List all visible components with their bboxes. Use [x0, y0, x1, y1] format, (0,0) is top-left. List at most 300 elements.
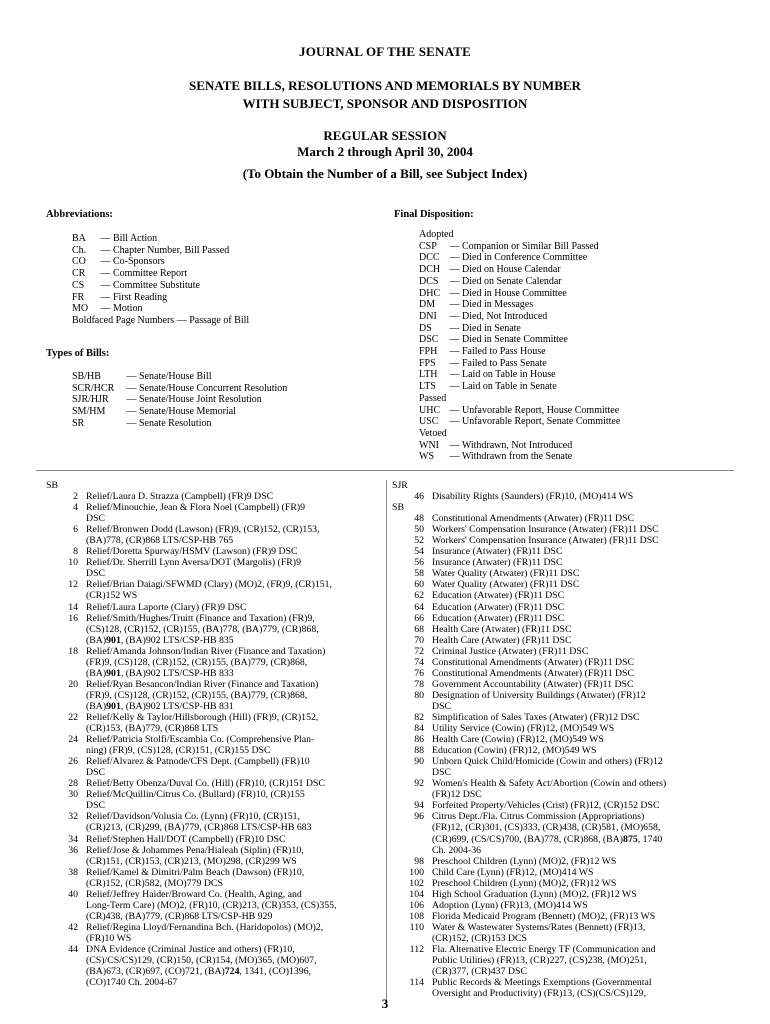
bill-text — [86, 579, 382, 601]
bill-type-row-code: SJR/HJR — [72, 394, 109, 406]
bill-text — [432, 756, 732, 778]
abbreviation-row-desc: — First Reading — [98, 291, 168, 303]
page-number: 3 — [381, 996, 389, 1011]
bill-text — [432, 712, 732, 723]
bill-entry — [46, 867, 382, 889]
bill-number: 26 — [68, 756, 78, 768]
bill-number: 62 — [414, 590, 424, 602]
passage-page-number: 901 — [106, 667, 121, 679]
bill-text-line: ning) (FR)9, (CS)128, (CR)151, (CR)155 DSC — [86, 745, 271, 757]
abbreviation-row-desc: — Motion — [98, 303, 143, 315]
bill-type-row — [72, 371, 287, 383]
bill-entry — [392, 856, 732, 867]
bill-number: 76 — [414, 667, 424, 679]
bill-number: 12 — [68, 579, 78, 591]
bill-number: 36 — [68, 844, 78, 856]
bill-text-line: DSC — [432, 767, 452, 779]
bill-text — [86, 845, 382, 867]
bill-entry — [392, 900, 732, 911]
bill-number: 54 — [414, 546, 424, 558]
bill-entry — [46, 834, 382, 845]
bill-entry — [392, 602, 732, 613]
disposition-row — [419, 334, 620, 346]
bill-text-line: DSC — [86, 513, 106, 525]
bill-text — [432, 856, 732, 867]
bill-entry — [392, 712, 732, 723]
bill-text — [86, 646, 382, 679]
abbreviation-row-desc: — Chapter Number, Bill Passed — [98, 244, 230, 256]
bill-entry — [392, 878, 732, 889]
disposition-row-code: FPS — [419, 357, 436, 369]
bill-text — [86, 834, 382, 845]
index-note: (To Obtain the Number of a Bill, see Subject Index) — [242, 166, 528, 181]
bill-number: 8 — [73, 546, 78, 558]
bill-text — [86, 679, 382, 712]
bill-text-line: Relief/Stephen Hall/DOT (Campbell) (FR)10 DSC — [86, 833, 286, 845]
bill-text-line: Citrus Dept./Fla. Citrus Commission (Appropriations) — [432, 811, 645, 823]
bill-text — [432, 878, 732, 889]
bill-number: 104 — [409, 888, 424, 900]
disposition-row-code: FPH — [419, 346, 438, 358]
disposition-row-code: LTH — [419, 369, 438, 381]
bill-type-row — [72, 418, 287, 430]
bill-text-line: DSC — [432, 700, 452, 712]
bill-text-line: Relief/Smith/Hughes/Truitt (Finance and Taxation) (FR)9, — [86, 612, 315, 624]
bill-entry — [46, 524, 382, 546]
disposition-row-desc: — Withdrawn, Not Introduced — [447, 439, 573, 451]
bill-number: 92 — [414, 778, 424, 790]
disposition-row — [419, 264, 620, 276]
bill-text-line: (CR)699, (CS/CS)700, (BA)778, (CR)868, (BA)875, 1740 — [432, 833, 663, 845]
disposition-row-desc: — Died in Conference Committee — [447, 252, 588, 264]
boldfaced-note: Boldfaced Page Numbers — Passage of Bill — [72, 314, 250, 326]
bill-text-line: Relief/Jeffrey Haider/Broward Co. (Health, Aging, and — [86, 888, 302, 900]
disposition-row — [419, 299, 620, 311]
bill-text — [432, 723, 732, 734]
bill-text-line: Relief/Laura D. Strazza (Campbell) (FR)9 DSC — [86, 491, 274, 503]
bill-entry — [392, 679, 732, 690]
bill-text-line: (FR)12 DSC — [432, 789, 482, 801]
bill-text-line: Relief/Kamel & Dimitri/Palm Beach (Dawson) (FR)10, — [86, 866, 305, 878]
disposition-row-code: WNI — [419, 439, 439, 451]
bill-entry — [392, 524, 732, 535]
bill-text-line: Relief/Minouchie, Jean & Flora Noel (Campbell) (FR)9 — [86, 502, 306, 514]
bill-text — [86, 789, 382, 811]
bill-text — [86, 546, 382, 557]
bill-type-row-desc: — Senate/House Bill — [124, 371, 212, 382]
bill-text — [432, 613, 732, 624]
bill-text — [86, 491, 382, 502]
bill-text — [432, 590, 732, 601]
bill-number: 64 — [414, 601, 424, 613]
bill-text — [432, 668, 732, 679]
bill-text-line: (CR)213, (CR)299, (BA)779, (CR)868 LTS/CSP-HB 683 — [86, 822, 312, 834]
disposition-row-code: DHC — [419, 287, 441, 299]
bill-text — [86, 867, 382, 889]
bill-text-line: Workers' Compensation Insurance (Atwater) (FR)11 DSC — [432, 535, 659, 547]
bill-text-line: Public Records & Meetings Exemptions (Governmental — [432, 977, 652, 989]
bill-text — [432, 646, 732, 657]
bill-number: 50 — [414, 524, 424, 536]
abbreviation-row-code: CO — [72, 256, 86, 268]
bill-entry — [46, 557, 382, 579]
disposition-row-code: DCH — [419, 264, 441, 276]
bill-text — [432, 657, 732, 668]
bill-text-line: Relief/Patricia Stolfi/Escambia Co. (Comprehensive Plan- — [86, 734, 315, 746]
bill-text-line: Health Care (Cowin) (FR)12, (MO)549 WS — [432, 734, 604, 746]
bill-entry — [46, 491, 382, 502]
abbreviation-row-desc: — Committee Report — [98, 268, 188, 280]
bill-text-line: DSC — [86, 568, 106, 580]
disposition-row-desc: — Failed to Pass Senate — [447, 357, 547, 369]
disposition-row — [419, 241, 620, 253]
bill-number: 102 — [409, 877, 424, 889]
bill-number: 6 — [73, 524, 78, 536]
disposition-row-code: DM — [419, 299, 436, 311]
bill-number: 82 — [414, 711, 424, 723]
disposition-row-code: UHC — [419, 404, 441, 416]
bill-number: 68 — [414, 623, 424, 635]
disposition-row — [419, 416, 620, 428]
bill-number: 110 — [409, 921, 424, 933]
abbreviation-row-code: MO — [72, 303, 89, 315]
abbreviation-row — [72, 233, 249, 245]
bill-text-line: (CR)438, (BA)779, (CR)868 LTS/CSP-HB 929 — [86, 910, 273, 922]
bill-text-line: High School Graduation (Lynn) (MO)2, (FR)12 WS — [432, 888, 637, 900]
bill-text — [432, 546, 732, 557]
bill-text-line: Education (Atwater) (FR)11 DSC — [432, 590, 565, 602]
bill-text — [86, 557, 382, 579]
disposition-row — [419, 229, 620, 241]
bill-number: 46 — [414, 491, 424, 503]
bill-text — [86, 778, 382, 789]
bill-number: 30 — [68, 789, 78, 801]
bill-number: 20 — [68, 678, 78, 690]
bill-type-row-code: SCR/HCR — [72, 382, 115, 394]
bill-text — [86, 502, 382, 524]
bill-text-line: Oversight and Productivity) (FR)13, (CS)(CS/CS)129, — [432, 988, 646, 1000]
bill-text — [432, 513, 732, 524]
bill-entry — [46, 845, 382, 867]
bill-number: 42 — [68, 921, 78, 933]
bill-type-row-code: SR — [72, 417, 85, 429]
bill-text — [86, 734, 382, 756]
bill-entry — [46, 778, 382, 789]
disposition-row-code: Vetoed — [419, 427, 447, 439]
disposition-row-desc: — Unfavorable Report, House Committee — [447, 404, 620, 416]
disposition-row-desc: — Died, Not Introduced — [447, 310, 548, 322]
bill-entry — [392, 944, 732, 977]
bill-number: 72 — [414, 645, 424, 657]
disposition-row-code: WS — [419, 451, 434, 463]
bill-text-line: Adoption (Lynn) (FR)13, (MO)414 WS — [432, 899, 588, 911]
bill-number: 88 — [414, 745, 424, 757]
disposition-row — [419, 346, 620, 358]
abbreviation-row — [72, 280, 249, 292]
bill-entry — [46, 579, 382, 601]
subtitle-line-2: WITH SUBJECT, SPONSOR AND DISPOSITION — [242, 96, 528, 111]
bill-number: 74 — [414, 656, 424, 668]
abbreviation-row-desc: — Bill Action — [98, 233, 158, 244]
bill-number: 94 — [414, 800, 424, 812]
bill-text-line: Relief/Laura Laporte (Clary) (FR)9 DSC — [86, 601, 247, 613]
disposition-row-desc: — Laid on Table in Senate — [447, 381, 557, 393]
bill-text-line: Relief/Doretta Spurway/HSMV (Lawson) (FR)9 DSC — [86, 546, 298, 558]
bill-number: 90 — [414, 756, 424, 768]
abbreviation-row — [72, 256, 249, 268]
bill-entry — [392, 535, 732, 546]
bill-entry — [392, 889, 732, 900]
bill-entry — [392, 811, 732, 855]
bill-text-line: (CR)152 WS — [86, 590, 138, 602]
bill-entry — [46, 811, 382, 833]
disposition-row — [419, 323, 620, 335]
passage-page-number: 875 — [623, 833, 638, 845]
bill-text-line: (CO)1740 Ch. 2004-67 — [86, 977, 178, 989]
bill-number: 98 — [414, 855, 424, 867]
bill-text-line: Ch. 2004-36 — [432, 844, 481, 856]
bill-number: 48 — [414, 513, 424, 525]
bill-text-line: Government Accountability (Atwater) (FR)11 DSC — [432, 678, 634, 690]
bill-number: 114 — [409, 977, 424, 989]
bill-number: 34 — [68, 833, 78, 845]
bill-entry — [392, 513, 732, 524]
passage-page-number: 901 — [106, 634, 121, 646]
bill-entry — [392, 657, 732, 668]
bill-number: 70 — [414, 634, 424, 646]
bill-text — [432, 491, 732, 502]
abbreviation-row-code: FR — [72, 291, 85, 303]
disposition-row-desc: — Laid on Table in House — [447, 369, 556, 381]
bill-text-line: (BA)778, (CR)868 LTS/CSP-HB 765 — [86, 535, 234, 547]
disposition-row — [419, 311, 620, 323]
bill-entry — [46, 602, 382, 613]
bill-text-line: Health Care (Atwater) (FR)11 DSC — [432, 634, 572, 646]
disposition-row-desc: — Died in Messages — [447, 299, 534, 311]
bill-entry — [46, 646, 382, 679]
bill-text — [86, 756, 382, 778]
bill-entry — [392, 590, 732, 601]
disposition-row — [419, 428, 620, 440]
bill-text-line: (CS)128, (CR)152, (CR)155, (BA)778, (BA)779, (CR)868, — [86, 623, 319, 635]
bill-text — [86, 524, 382, 546]
disposition-row — [419, 369, 620, 381]
bill-number: 96 — [414, 811, 424, 823]
abbreviations-heading: Abbreviations: — [46, 209, 113, 220]
bill-number: 100 — [409, 866, 424, 878]
abbreviation-row — [72, 303, 249, 315]
bill-text — [86, 944, 382, 988]
bill-text-line: Child Care (Lynn) (FR)12, (MO)414 WS — [432, 866, 594, 878]
abbreviation-row — [72, 268, 249, 280]
disposition-row — [419, 358, 620, 370]
disposition-row-desc: — Unfavorable Report, Senate Committee — [447, 416, 621, 428]
bill-text-line: Public Utilities) (FR)13, (CR)227, (CS)238, (MO)251, — [432, 955, 647, 967]
bill-text-line: Relief/Bronwen Dodd (Lawson) (FR)9, (CR)152, (CR)153, — [86, 524, 320, 536]
bill-type-row — [72, 406, 287, 418]
abbreviation-row-code: Ch. — [72, 244, 87, 256]
bill-text — [432, 811, 732, 855]
bill-text-line: Education (Atwater) (FR)11 DSC — [432, 612, 565, 624]
bill-text-line: (FR)12, (CR)301, (CS)333, (CR)438, (CR)581, (MO)658, — [432, 822, 661, 834]
bill-text-line: (BA)901, (BA)902 LTS/CSP-HB 835 — [86, 634, 234, 646]
disposition-row-desc: — Failed to Pass House — [447, 346, 546, 358]
bill-text — [432, 602, 732, 613]
bill-text-line: Education (Atwater) (FR)11 DSC — [432, 601, 565, 613]
bill-entry — [392, 922, 732, 944]
bill-text-line: Relief/Dr. Sherrill Lynn Aversa/DOT (Margolis) (FR)9 — [86, 557, 301, 569]
abbreviation-row-code: CR — [72, 268, 86, 280]
disposition-row-desc: — Died in Senate Committee — [447, 334, 568, 346]
bill-text-line: DSC — [86, 767, 106, 779]
bill-entry — [46, 922, 382, 944]
bill-number: 58 — [414, 568, 424, 580]
bill-text — [432, 911, 732, 922]
bill-text — [86, 602, 382, 613]
bill-text — [432, 524, 732, 535]
disposition-row — [419, 451, 620, 463]
bill-text-line: Relief/Amanda Johnson/Indian River (Finance and Taxation) — [86, 645, 326, 657]
bill-text-line: (CS)/CS/CS)129, (CR)150, (CR)154, (MO)365, (MO)607, — [86, 955, 317, 967]
bill-entry — [46, 944, 382, 988]
bill-type-row-desc: — Senate Resolution — [124, 417, 212, 429]
bill-type-row-desc: — Senate/House Memorial — [124, 406, 236, 418]
bill-text-line: Constitutional Amendments (Atwater) (FR)11 DSC — [432, 656, 635, 668]
disposition-row — [419, 381, 620, 393]
bill-type-row-desc: — Senate/House Joint Resolution — [124, 394, 262, 406]
abbreviation-row-desc: — Committee Substitute — [98, 279, 200, 291]
bill-number: 106 — [409, 899, 424, 911]
bill-number: 112 — [409, 943, 424, 955]
bill-text-line: (CR)152, (CR)153 DCS — [432, 932, 527, 944]
disposition-row-code: DSC — [419, 334, 439, 346]
bill-text-line: Unborn Quick Child/Homicide (Cowin and others) (FR)12 — [432, 756, 663, 768]
bill-text — [432, 635, 732, 646]
bill-text — [432, 867, 732, 878]
bill-entry — [392, 568, 732, 579]
page-title: JOURNAL OF THE SENATE — [299, 44, 471, 59]
bill-entry — [392, 911, 732, 922]
bill-text-line: Education (Cowin) (FR)12, (MO)549 WS — [432, 745, 597, 757]
bill-text — [86, 811, 382, 833]
final-disposition-list — [419, 229, 620, 463]
bill-text-line: Relief/Brian Daiagi/SFWMD (Clary) (MO)2, (FR)9, (CR)151, — [86, 579, 332, 591]
bill-entry — [46, 789, 382, 811]
bill-number: 16 — [68, 612, 78, 624]
bill-text-line: DNA Evidence (Criminal Justice and others) (FR)10, — [86, 943, 295, 955]
bill-text-line: Florida Medicaid Program (Bennett) (MO)2, (FR)13 WS — [432, 910, 656, 922]
bill-text-line: (FR)9, (CS)128, (CR)152, (CR)155, (BA)779, (CR)868, — [86, 656, 308, 668]
bill-number: 60 — [414, 579, 424, 591]
bill-number: 10 — [68, 557, 78, 569]
bill-text — [432, 944, 732, 977]
bill-text-line: Water Quality (Atwater) (FR)11 DSC — [432, 579, 580, 591]
bill-group-label: SJR — [392, 480, 408, 491]
bill-number: 78 — [414, 678, 424, 690]
bill-text-line: Relief/Davidson/Volusia Co. (Lynn) (FR)10, (CR)151, — [86, 811, 300, 823]
bill-text-line: (FR)9, (CS)128, (CR)152, (CR)155, (BA)779, (CR)868, — [86, 689, 308, 701]
bill-entry — [46, 712, 382, 734]
bill-text-line: Preschool Children (Lynn) (MO)2, (FR)12 WS — [432, 855, 617, 867]
bill-entry — [46, 756, 382, 778]
bill-text-line: Long-Term Care) (MO)2, (FR)10, (CR)213, (CR)353, (CS)355, — [86, 899, 337, 911]
disposition-row-desc: — Withdrawn from the Senate — [447, 451, 573, 463]
bill-text-line: Simplification of Sales Taxes (Atwater) (FR)12 DSC — [432, 711, 640, 723]
bill-text-line: (BA)901, (BA)902 LTS/CSP-HB 833 — [86, 667, 234, 679]
column-divider — [386, 480, 387, 1008]
bill-text-line: Disability Rights (Saunders) (FR)10, (MO)414 WS — [432, 491, 634, 503]
bill-entry — [392, 557, 732, 568]
bill-number: 52 — [414, 535, 424, 547]
bill-text-line: Insurance (Atwater) (FR)11 DSC — [432, 546, 563, 558]
bill-text-line: Utility Service (Cowin) (FR)12, (MO)549 WS — [432, 723, 615, 735]
bill-text-line: (CR)151, (CR)153, (CR)213, (MO)298, (CR)299 WS — [86, 855, 297, 867]
bill-text-line: Relief/Ryan Besancon/Indian River (Finance and Taxation) — [86, 678, 319, 690]
bill-number: 108 — [409, 910, 424, 922]
bill-text-line: Relief/Jose & Johammes Pena/Hialeah (Siplin) (FR)10, — [86, 844, 304, 856]
bill-text — [432, 579, 732, 590]
disposition-row-code: DNI — [419, 310, 437, 322]
final-disposition-heading: Final Disposition: — [394, 209, 474, 220]
bill-number: 66 — [414, 612, 424, 624]
bill-text-line: Women's Health & Safety Act/Abortion (Cowin and others) — [432, 778, 667, 790]
disposition-row-code: LTS — [419, 381, 436, 393]
bill-type-row-code: SB/HB — [72, 371, 101, 382]
bill-type-row — [72, 383, 287, 395]
bill-text-line: Relief/Betty Obenza/Duval Co. (Hill) (FR)10, (CR)151 DSC — [86, 778, 325, 790]
disposition-row — [419, 405, 620, 417]
bill-text-line: Forfeited Property/Vehicles (Crist) (FR)12, (CR)152 DSC — [432, 800, 660, 812]
bill-entry — [392, 734, 732, 745]
bill-text-line: Constitutional Amendments (Atwater) (FR)11 DSC — [432, 513, 635, 525]
bill-entry — [46, 502, 382, 524]
disposition-row-code: DS — [419, 322, 432, 334]
bill-entry — [392, 579, 732, 590]
bill-text — [432, 745, 732, 756]
bills-left-column — [46, 480, 382, 988]
bill-entry — [392, 546, 732, 557]
bill-number: 56 — [414, 557, 424, 569]
bill-number: 2 — [73, 491, 78, 503]
bill-entry — [46, 679, 382, 712]
bill-group-label: SB — [392, 502, 404, 514]
disposition-row-code: Passed — [419, 392, 447, 404]
bill-entry — [46, 734, 382, 756]
bill-entry — [392, 613, 732, 624]
types-heading: Types of Bills: — [46, 348, 110, 359]
bill-entry — [392, 867, 732, 878]
bill-text — [432, 900, 732, 911]
bill-entry — [392, 668, 732, 679]
bill-entry — [392, 778, 732, 800]
session-dates: March 2 through April 30, 2004 — [297, 144, 473, 159]
bill-number: 22 — [68, 711, 78, 723]
bill-number: 40 — [68, 888, 78, 900]
bill-number: 24 — [68, 734, 78, 746]
types-list — [72, 371, 287, 430]
bill-entry — [392, 756, 732, 778]
subtitle-line-1: SENATE BILLS, RESOLUTIONS AND MEMORIALS BY NUMBER — [189, 78, 581, 93]
bill-entry — [46, 889, 382, 922]
bill-entry — [392, 690, 732, 712]
disposition-row — [419, 252, 620, 264]
bill-text-line: (CR)152, (CR)582, (MO)779 DCS — [86, 877, 223, 889]
bill-text-line: (CR)153, (BA)779, (CR)868 LTS — [86, 723, 219, 735]
passage-page-number: 901 — [106, 700, 121, 712]
disposition-row — [419, 440, 620, 452]
bill-entry — [392, 635, 732, 646]
bill-entry — [392, 723, 732, 734]
